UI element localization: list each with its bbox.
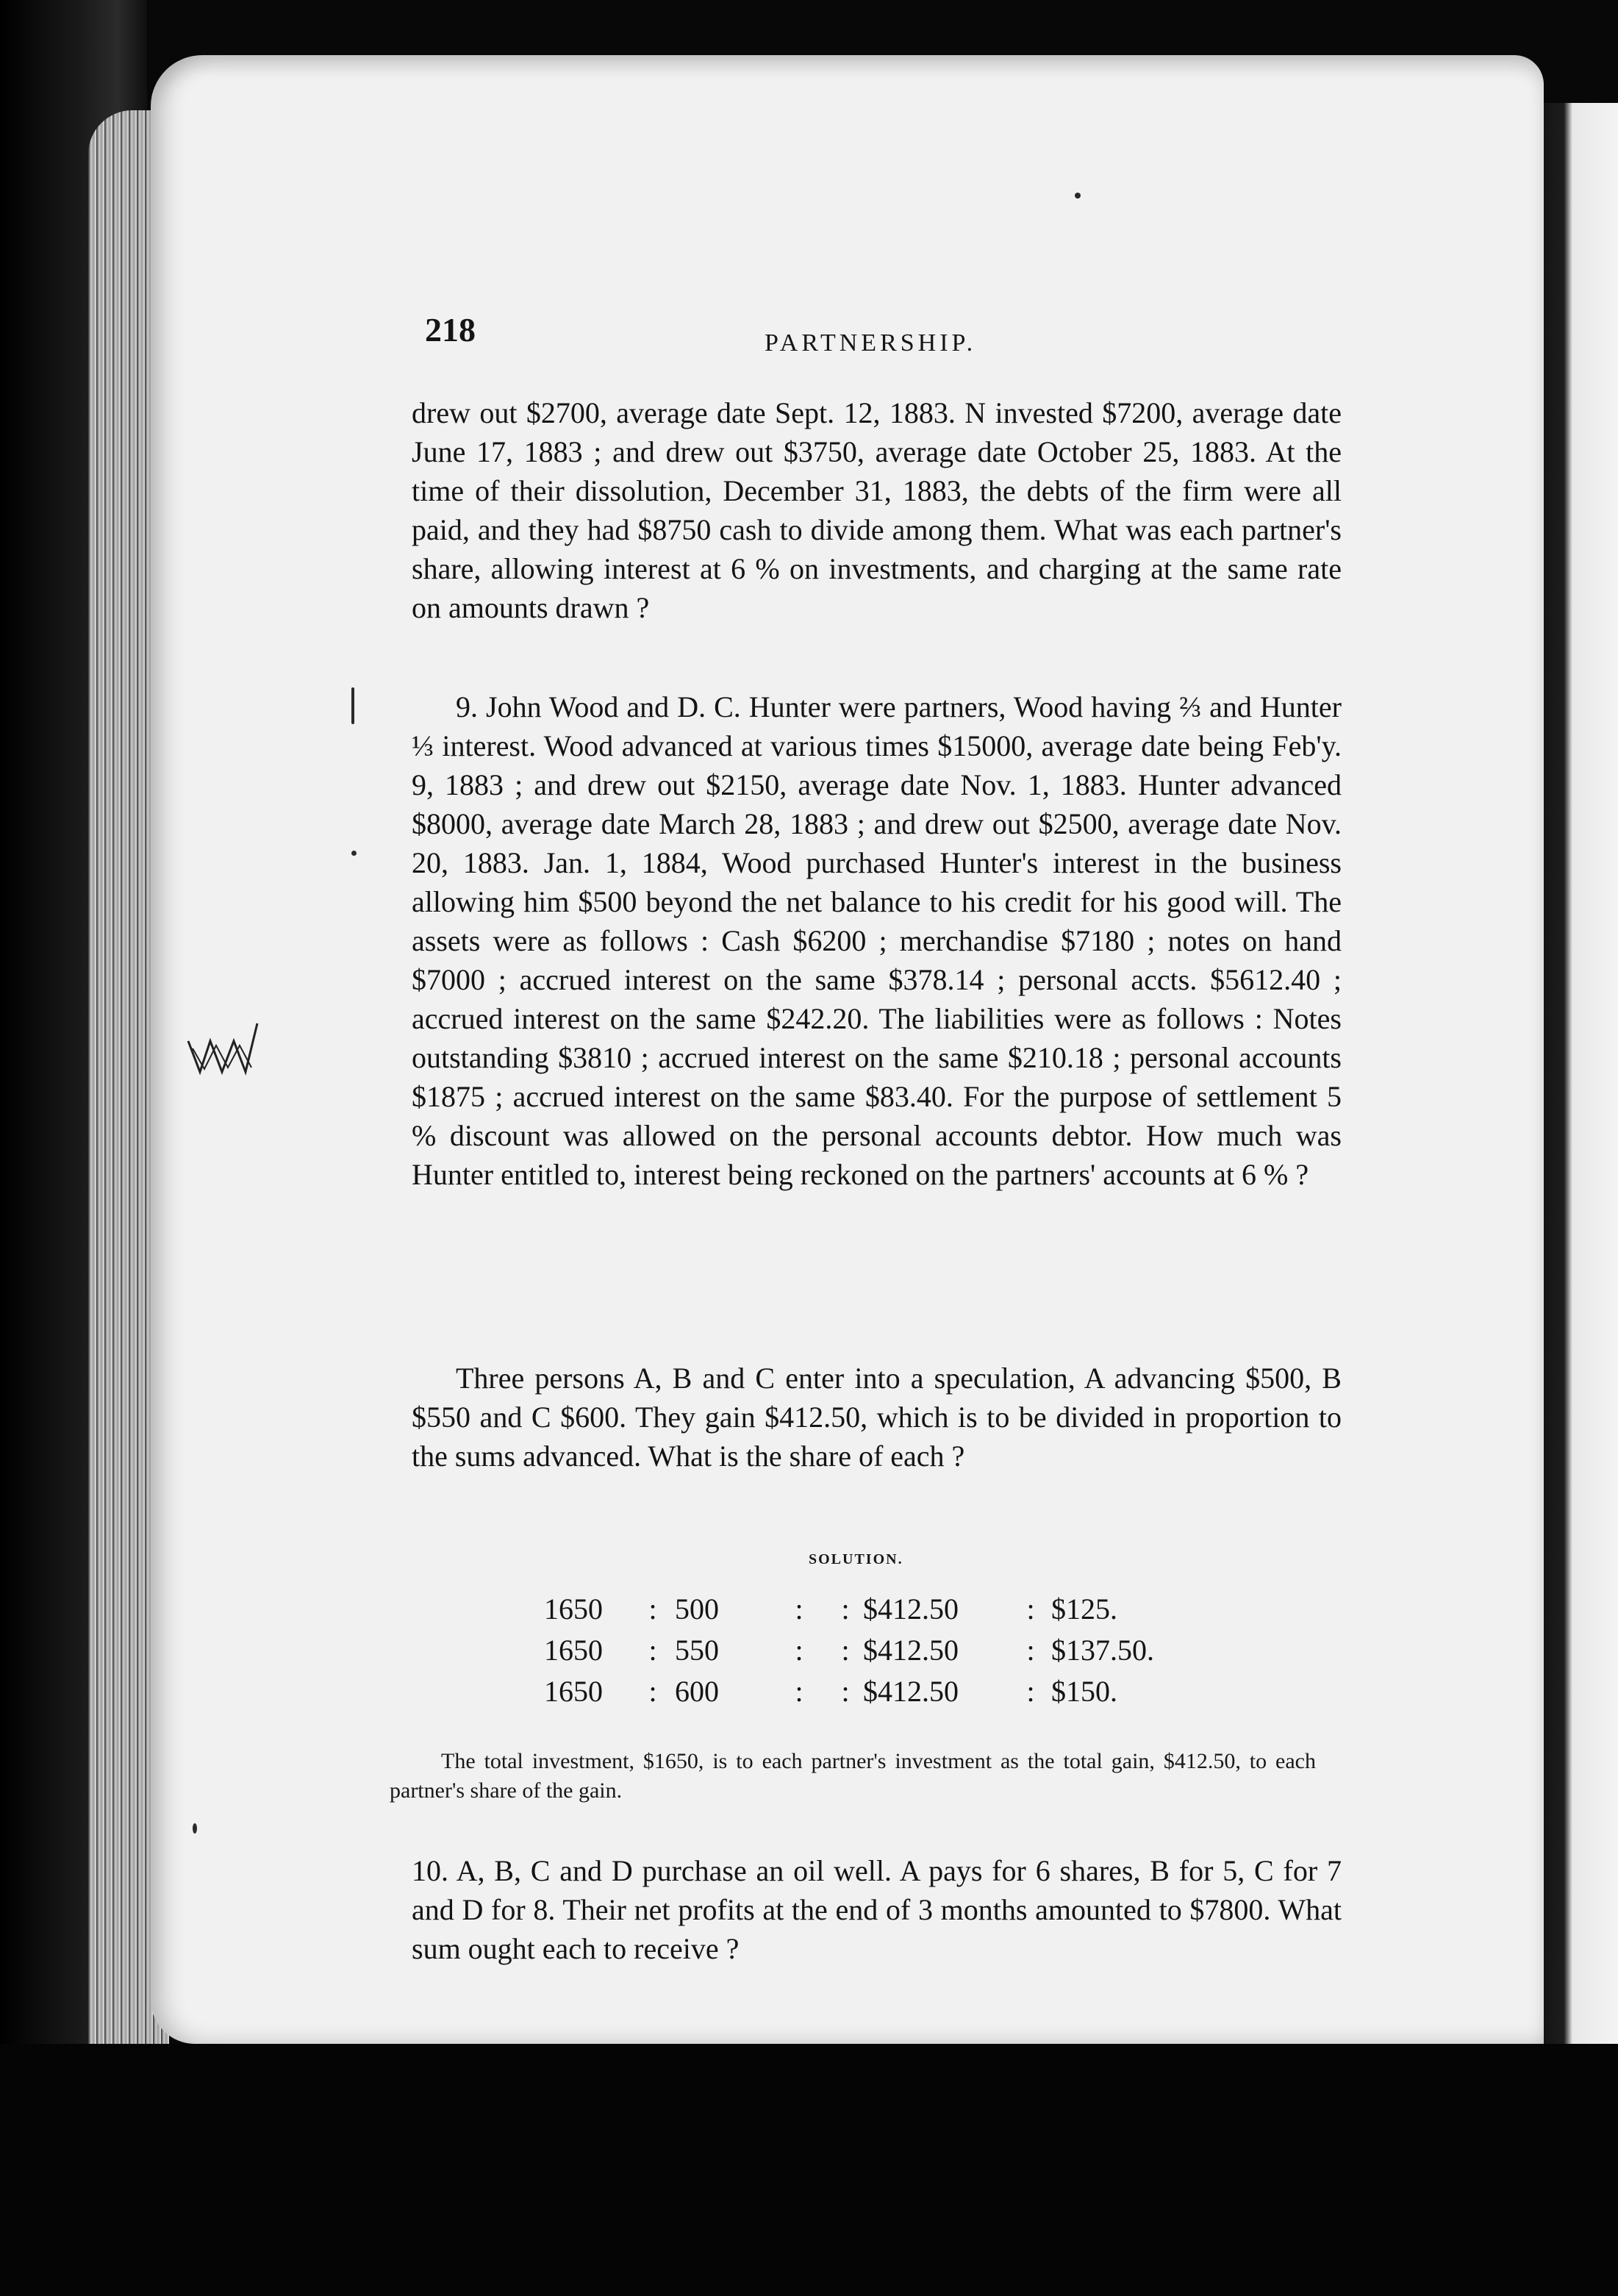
ink-speck	[193, 1823, 197, 1834]
total-gain: $412.50	[863, 1592, 959, 1626]
problem-three-persons: Three persons A, B and C enter into a speculation, A advancing $500, B $550 and C $600. They gain $412.50, which is to be divided in proportion to the sums advanced. What is the share of each ?	[412, 1362, 1342, 1473]
partner-investment: 550	[675, 1633, 719, 1667]
partner-share: $150.	[1051, 1674, 1117, 1708]
problem-10: 10. A, B, C and D purchase an oil well. A pays for 6 shares, B for 5, C for 7 and D for 8. Their net profits at the end of 3 months amounted to $7800. What sum ought each to receive ?	[412, 1854, 1342, 1965]
table-row: 1650 : 600 : : $412.50 : $150.	[544, 1670, 1169, 1712]
solution-note: The total investment, $1650, is to each partner's investment as the total gain, $412.50, to each partner's share of the gain.	[390, 1749, 1316, 1803]
pencil-mark-icon	[185, 1019, 266, 1078]
total-gain: $412.50	[863, 1633, 959, 1667]
partner-share: $125.	[1051, 1592, 1117, 1626]
paragraph-continuation: drew out $2700, average date Sept. 12, 1883. N invested $7200, average date June 17, 1883 ; and drew out $3750, average date October 25, 1883. At the time of their dissolution, December 31, 1883, the debts of the firm were all paid, and they had $8750 cash to divide among them. What was each partner's share, allowing interest at 6 % on investments, and charging at the same rate on amounts drawn ?	[412, 396, 1342, 624]
total-investment: 1650	[544, 1592, 603, 1626]
solution-label: SOLUTION.	[809, 1551, 903, 1567]
partner-share: $137.50.	[1051, 1633, 1154, 1667]
ink-speck	[351, 851, 357, 856]
partner-investment: 500	[675, 1592, 719, 1626]
problem-9: 9. John Wood and D. C. Hunter were partners, Wood having ⅔ and Hunter ⅓ interest. Wood advanced at various times $15000, average date being Feb'y. 9, 1883 ; and drew out $2150, average date Nov. 1, 1883. Hunter advanced $8000, average date March 28, 1883 ; and drew out $2500, average date Nov. 20, 1883. Jan. 1, 1884, Wood purchased Hunter's interest in the business allowing him $500 beyond the net balance to his credit for his good will. The assets were as follows : Cash $6200 ; merchandise $7180 ; notes on hand $7000 ; accrued interest on the same $378.14 ; personal accts. $5612.40 ; accrued interest on the same $242.20. The liabilities were as follows : Notes outstanding $3810 ; accrued interest on the same $210.18 ; personal accounts $1875 ; accrued interest on the same $83.40. For the purpose of settlement 5 % discount was allowed on the personal accounts debtor. How much was Hunter entitled to, interest being reckoned on the partners' accounts at 6 % ?	[412, 690, 1342, 1191]
table-row: 1650 : 550 : : $412.50 : $137.50.	[544, 1629, 1169, 1670]
page-number: 218	[425, 311, 476, 348]
ink-speck	[1075, 193, 1081, 199]
running-head: PARTNERSHIP.	[765, 329, 977, 357]
total-investment: 1650	[544, 1633, 603, 1667]
total-gain: $412.50	[863, 1674, 959, 1708]
solution-table	[544, 1588, 1169, 1712]
facing-page-edge	[1535, 103, 1618, 2296]
table-row: 1650 : 500 : : $412.50 : $125.	[544, 1588, 1169, 1629]
book-bottom-shadow	[0, 2044, 1618, 2296]
partner-investment: 600	[675, 1674, 719, 1708]
total-investment: 1650	[544, 1674, 603, 1708]
ink-speck	[351, 687, 354, 724]
